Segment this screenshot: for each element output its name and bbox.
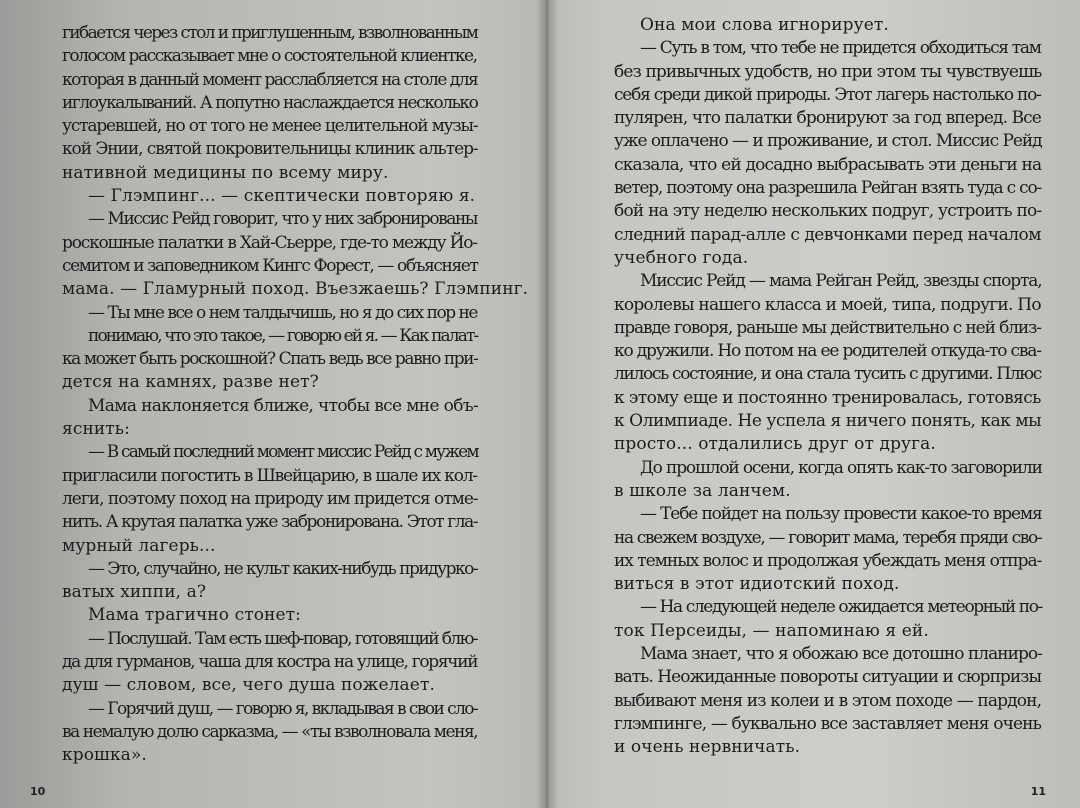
text-line: — Тебе пойдет на пользу провести какое-то время [640,504,1042,525]
text-line: Мама наклоняется ближе, чтобы все мне объ- [88,395,479,416]
text-line: мурный лагерь... [62,535,216,556]
text-line: роскошные палатки в Хай-Сьерре, где-то между Йо- [62,232,477,253]
text-line: яснить: [62,419,130,440]
text-line: нативной медицины по всему миру. [62,162,389,183]
text-line: уже оплачено — и проживание, и стол. Миссис Рейд [614,131,1042,152]
text-line: гибается через стол и приглушенным, взволнованным [62,23,478,43]
text-line: семитом и заповедником Кингс Форест, — объясняет [62,255,478,276]
text-line: дется на камнях, разве нет? [62,372,319,393]
text-line: — Суть в том, что тебе не придется обходиться там [640,38,1041,59]
text-line: Она мои слова игнорирует. [640,15,889,35]
text-line: душ — словом, все, чего душа пожелает. [62,675,435,696]
right-page [556,0,1080,808]
text-line: королевы нашего класса и моей, типа, подруги. По [614,294,1041,315]
right-page-number: 11 [1030,785,1046,798]
text-line: ка может быть роскошной? Спать ведь все равно при- [62,349,478,370]
text-line: — Горячий душ, — говорю я, вкладывая в свои сло- [88,698,478,719]
text-line: просто... отдалились друг от друга. [614,434,936,455]
text-line: без привычных удобств, но при этом ты чувствуешь [614,61,1042,82]
text-line: — Это, случайно, не культ каких-нибудь придурко- [88,558,478,579]
text-line: Мама трагично стонет: [88,605,301,626]
text-line: пригласили погостить в Швейцарию, в шале их кол- [62,465,477,486]
text-line: голосом рассказывает мне о состоятельной клиентке, [62,46,477,67]
text-line: сказала, что ей досадно выбрасывать эти деньги на [614,154,1042,175]
text-line: правде говоря, раньше мы действительно с ней близ- [614,317,1041,338]
text-line: понимаю, что это такое, — говорю ей я. — Как палат- [88,325,478,346]
text-line: До прошлой осени, когда опять как-то заговорили [640,457,1042,478]
text-line: — На следующей неделе ожидается метеорный по- [640,597,1042,618]
text-line: пулярен, что палатки бронируют за год вперед. Все [614,108,1041,129]
text-line: бой на эту неделю нескольких подруг, устроить по- [614,201,1042,222]
text-line: ветер, поэтому она разрешила Рейган взять туда с со- [614,178,1042,199]
text-line: — В самый последний момент миссис Рейд с мужем [88,442,478,463]
text-line: леги, поэтому поход на природу им придется отме- [62,488,478,509]
text-line: Миссис Рейд — мама Рейган Рейд, звезды спорта, [640,271,1042,292]
text-line: учебного года. [614,247,749,268]
text-line: ва немалую долю сарказма, — «ты взволновала меня, [62,721,478,742]
text-line: лилось состояние, и она стала тусить с другими. Плюс [614,364,1041,385]
text-line: да для гурманов, чаша для костра на улице, горячий [62,652,478,673]
text-line: крошка». [62,745,147,766]
text-line: иглоукалываний. А попутно наслаждается несколько [62,92,478,113]
text-line: на свежем воздухе, — говорит мама, теребя пряди сво- [614,527,1042,548]
right-page-text [614,14,1046,760]
text-line: Мама знает, что я обожаю все дотошно планиро- [640,644,1042,665]
text-line: выбивают меня из колеи и в этом походе — пардон, [614,690,1042,711]
text-line: к Олимпиаде. Не успела я ничего понять, как мы [614,411,1042,432]
text-line: — Послушай. Там есть шеф-повар, готовящий блю- [88,628,478,649]
text-line: их темных волос и продолжая убеждать меня отпра- [614,550,1042,571]
text-line: себя среди дикой природы. Этот лагерь настолько по- [614,84,1041,105]
left-page-text [62,22,529,768]
text-line: устаревшей, но от того не менее целительной музы- [62,116,478,137]
text-line: — Глэмпинг... — скептически повторяю я. [88,186,476,207]
text-line: следний парад-алле с девчонками перед началом [614,224,1041,245]
text-line: ватых хиппи, а? [62,582,207,603]
text-line: нить. А крутая палатка уже забронирована. Этот гла- [62,512,478,533]
text-line: ток Персеиды, — напоминаю я ей. [614,620,929,641]
text-line: кой Энии, святой покровительницы клиник альтер- [62,139,478,160]
text-line: и очень нервничать. [614,737,801,758]
text-line: глэмпинге, — буквально все заставляет меня очень [614,713,1042,734]
text-line: к этому еще и постоянно тренировалась, готовясь [614,387,1041,408]
text-line: виться в этот идиотский поход. [614,574,900,595]
text-line: которая в данный момент расслабляется на столе для [62,69,478,90]
text-line: — Миссис Рейд говорит, что у них забронированы [88,209,477,230]
left-page-number: 10 [30,785,46,798]
text-line: мама. — Гламурный поход. Въезжаешь? Глэмпинг. [62,279,529,300]
text-line: в школе за ланчем. [614,480,791,501]
text-line: вать. Неожиданные повороты ситуации и сюрпризы [614,667,1042,688]
text-line: — Ты мне все о нем талдычишь, но я до сих пор не [88,302,477,323]
text-line: ко дружили. Но потом на ее родителей откуда-то сва- [614,341,1041,362]
